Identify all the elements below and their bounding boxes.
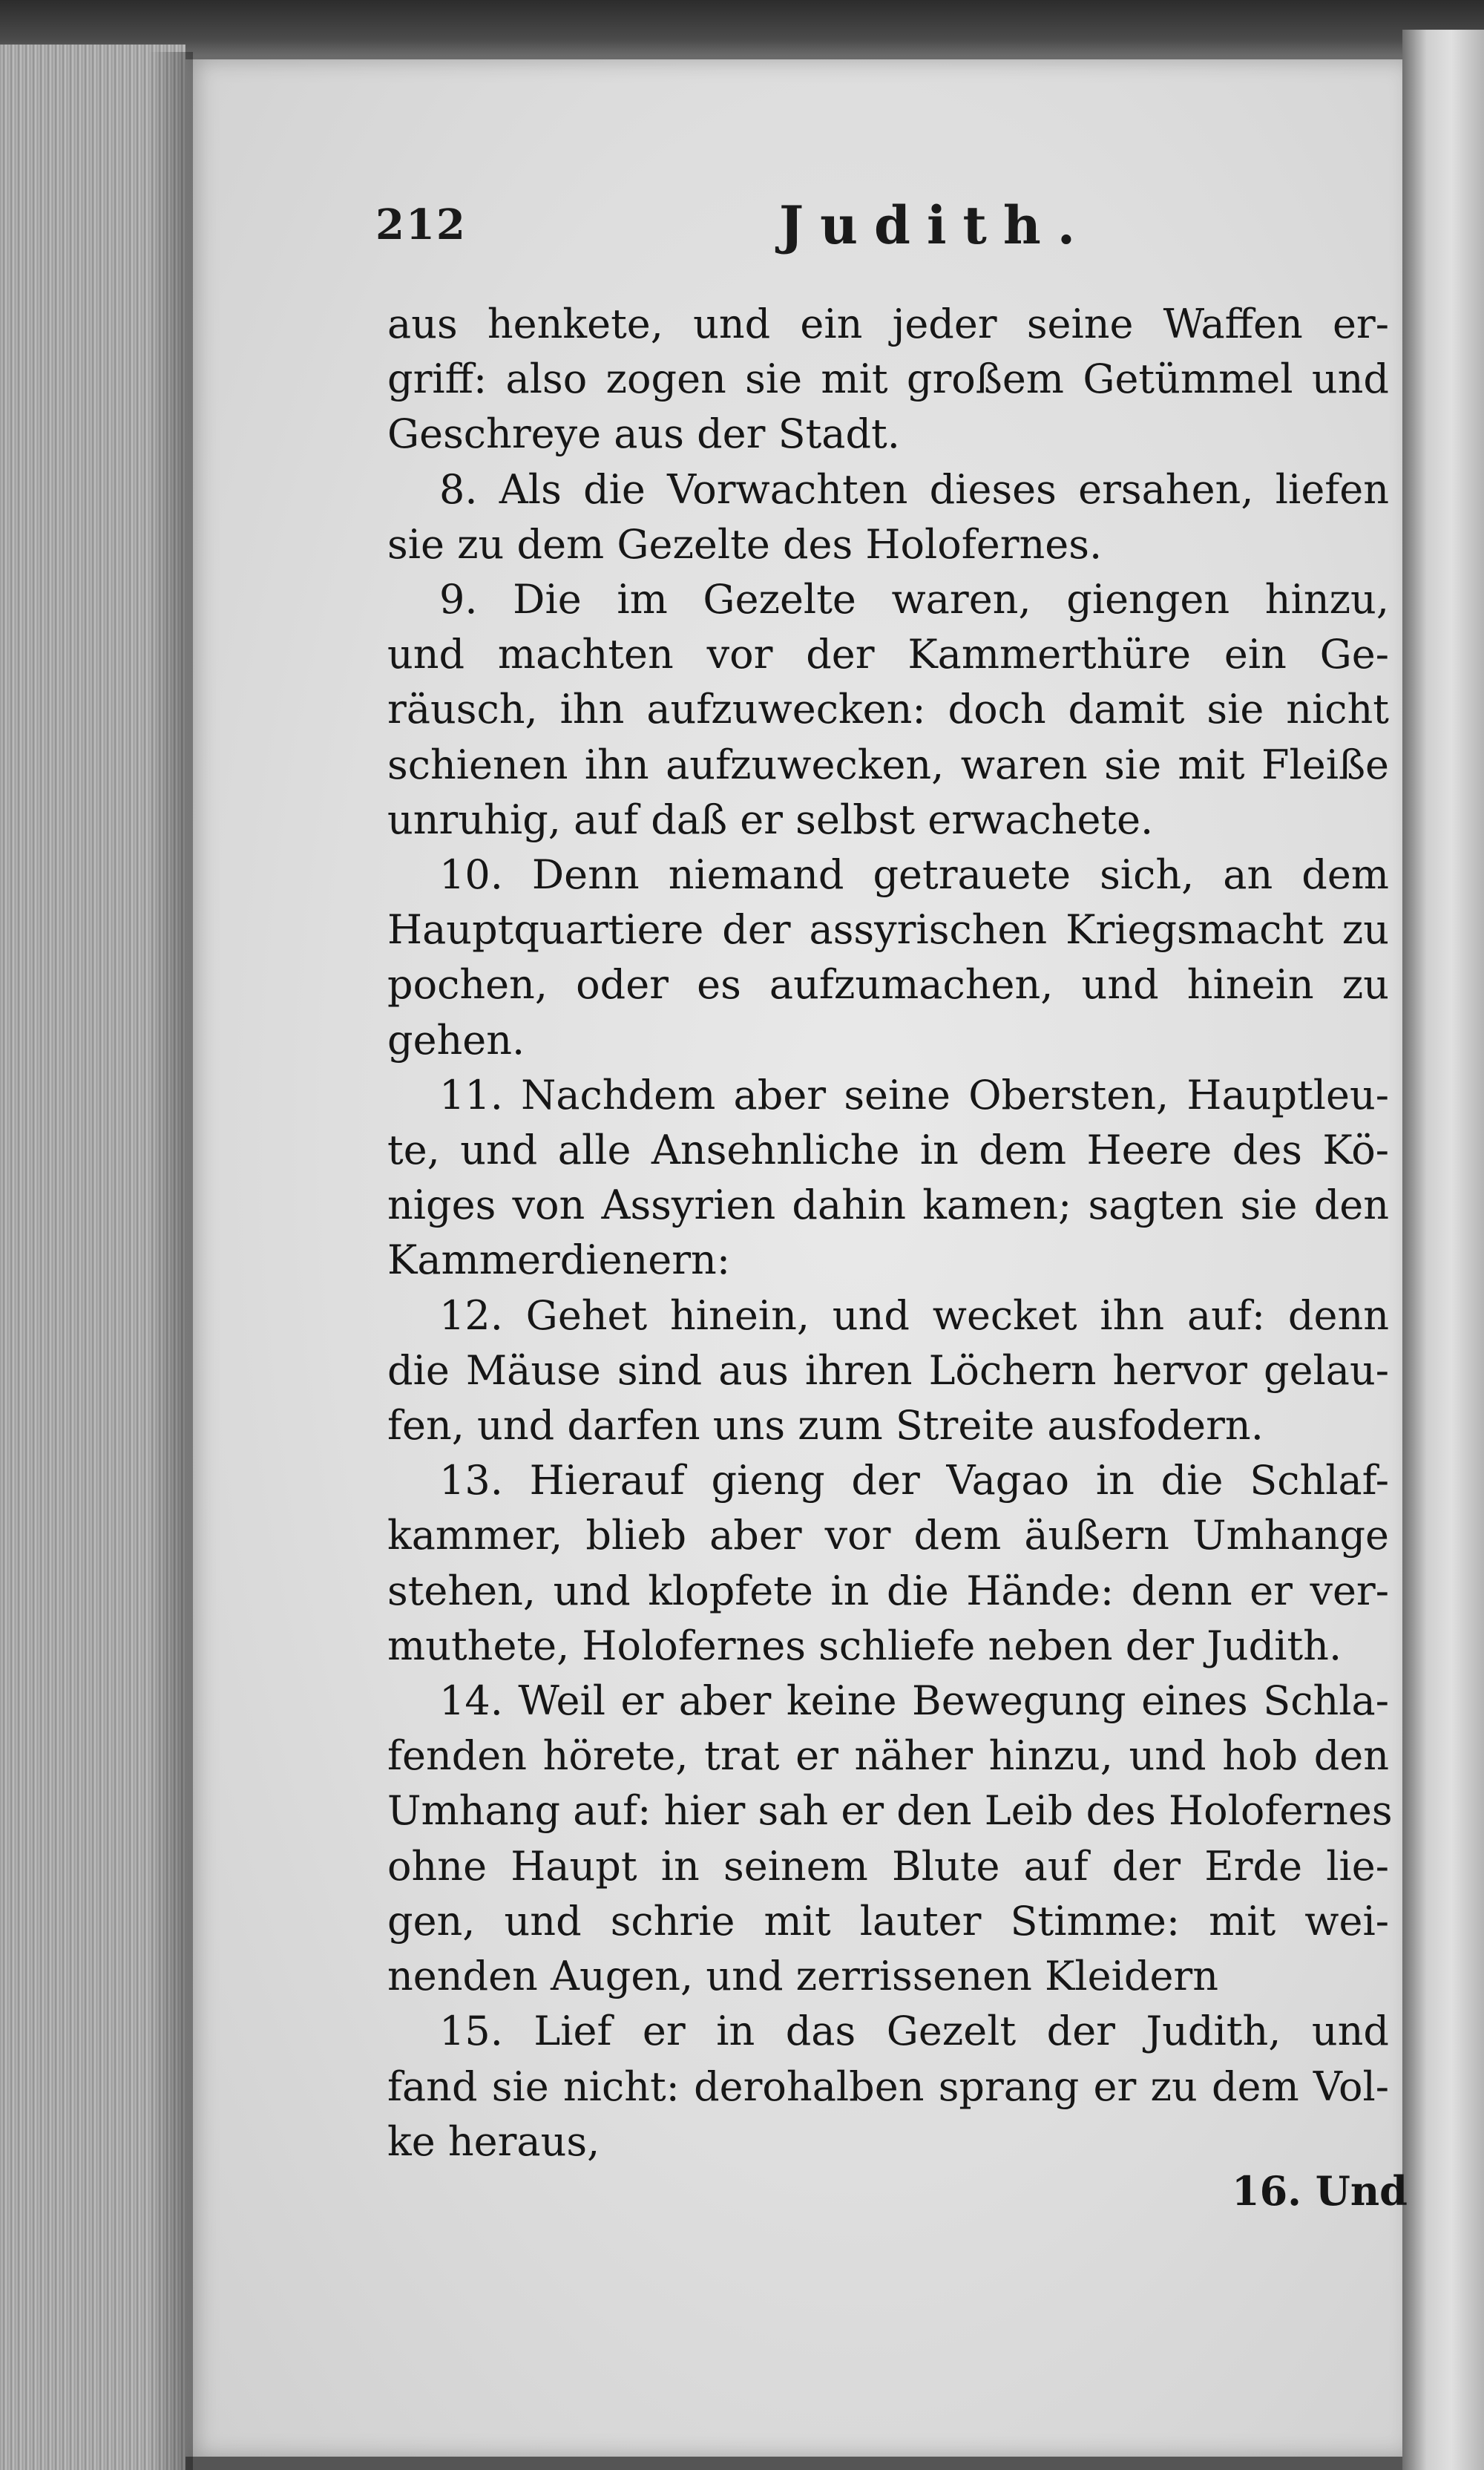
text-line: fand sie nicht: derohalben sprang er zu dem Vol- (387, 2063, 1389, 2110)
text-line: aus henkete, und ein jeder seine Waffen er- (387, 301, 1389, 347)
top-shadow (0, 0, 1484, 56)
text-line: gen, und schrie mit lauter Stimme: mit wei- (387, 1897, 1389, 1945)
text-line: Geschreye aus der Stadt. (387, 410, 900, 458)
text-line: gehen. (387, 1016, 525, 1064)
text-line: niges von Assyrien dahin kamen; sagten sie den (387, 1182, 1389, 1229)
text-line: ohne Haupt in seinem Blute auf der Erde lie- (387, 1842, 1389, 1890)
text-line: räusch, ihn aufzuwecken: doch damit sie nicht (387, 686, 1389, 733)
text-line: und machten vor der Kammerthüre ein Ge- (387, 631, 1389, 678)
text-line: Umhang auf: hier sah er den Leib des Holofernes (387, 1787, 1393, 1835)
verse-start: 14. Weil er aber keine Bewegung eines Schla- (439, 1677, 1389, 1725)
verse-start: 13. Hierauf gieng der Vagao in die Schlaf- (439, 1457, 1389, 1504)
text-line: nenden Augen, und zerrissenen Kleidern (387, 1953, 1218, 2000)
catchword: 16. Und (1232, 2167, 1408, 2215)
right-page-edge (1402, 30, 1484, 2470)
text-line: stehen, und klopfete in die Hände: denn er ver- (387, 1567, 1389, 1614)
text-line: muthete, Holofernes schliefe neben der Judith. (387, 1622, 1342, 1669)
page-number: 212 (375, 200, 467, 249)
running-title: Judith. (779, 194, 1092, 256)
text-line: fenden hörete, trat er näher hinzu, und hob den (387, 1732, 1389, 1780)
verse-start: 11. Nachdem aber seine Obersten, Hauptleu- (439, 1071, 1389, 1118)
text-line: ke heraus, (387, 2117, 600, 2165)
gutter-shadow (148, 52, 193, 2470)
text-line: Hauptquartiere der assyrischen Kriegsmacht zu (387, 906, 1389, 954)
verse-start: 10. Denn niemand getrauete sich, an dem (439, 851, 1389, 899)
verse-start: 9. Die im Gezelte waren, giengen hinzu, (439, 576, 1389, 623)
text-line: die Mäuse sind aus ihren Löchern hervor gelau- (387, 1346, 1389, 1394)
text-line: fen, und darfen uns zum Streite ausfodern. (387, 1402, 1264, 1449)
text-line: unruhig, auf daß er selbst erwachete. (387, 796, 1154, 843)
text-line: schienen ihn aufzuwecken, waren sie mit Fleiße (387, 741, 1389, 788)
verse-start: 15. Lief er in das Gezelt der Judith, und (439, 2008, 1389, 2055)
verse-start: 12. Gehet hinein, und wecket ihn auf: denn (439, 1291, 1389, 1339)
body-text (387, 297, 1393, 2169)
text-line: pochen, oder es aufzumachen, und hinein zu (387, 961, 1389, 1009)
text-line: sie zu dem Gezelte des Holofernes. (387, 520, 1103, 568)
verse-start: 8. Als die Vorwachten dieses ersahen, liefen (439, 465, 1389, 513)
text-line: griff: also zogen sie mit großem Getümmel und (387, 356, 1389, 403)
text-line: kammer, blieb aber vor dem äußern Umhange (387, 1512, 1389, 1559)
text-line: te, und alle Ansehnliche in dem Heere des Kö- (387, 1127, 1389, 1174)
text-line: Kammerdienern: (387, 1236, 731, 1284)
page-header (193, 194, 1380, 267)
